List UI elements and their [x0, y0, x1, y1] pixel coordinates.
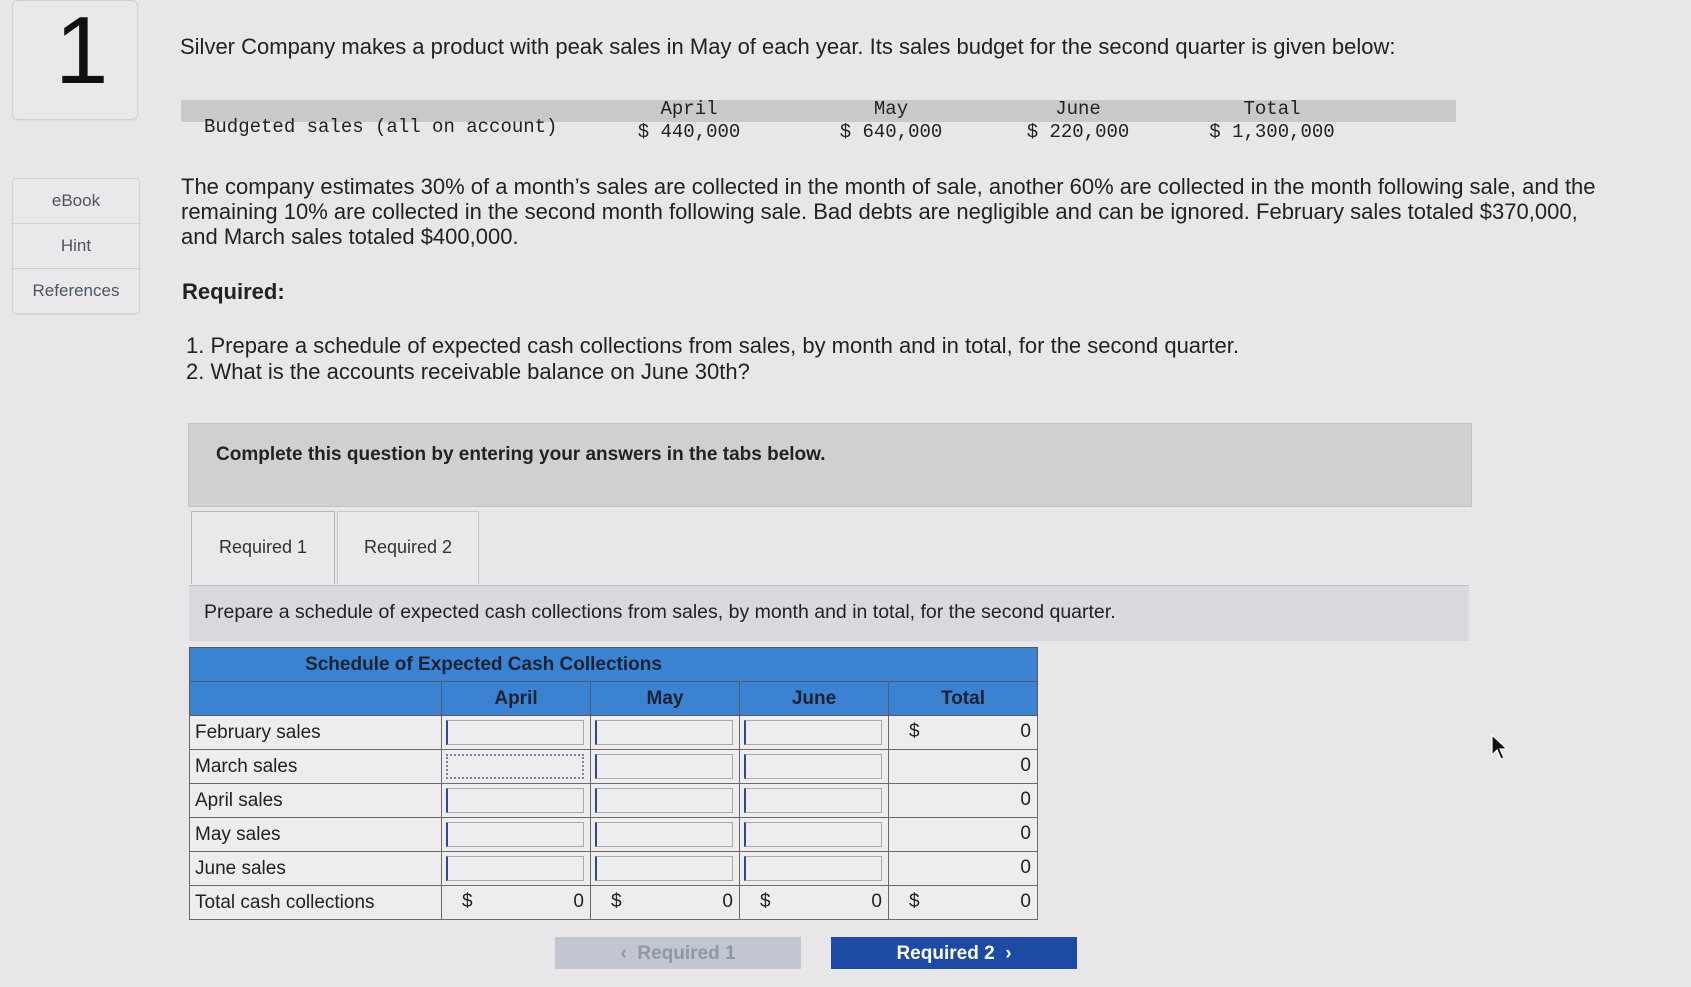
budget-value: $ 640,000 [839, 121, 943, 143]
cell [442, 750, 591, 784]
budget-header: May [873, 98, 909, 120]
budget-header: April [660, 98, 718, 120]
sidebar-item-ebook[interactable]: eBook [13, 179, 139, 224]
may-input[interactable] [595, 856, 733, 881]
april-input[interactable] [446, 856, 584, 881]
question-number-box [12, 0, 138, 120]
column-header-june: June [740, 682, 889, 716]
required-heading: Required: [182, 279, 285, 304]
row-label: May sales [190, 818, 442, 852]
total-cell [889, 716, 1038, 750]
row-total: 0 [1020, 823, 1031, 844]
april-input[interactable] [446, 754, 584, 779]
currency-symbol: $ [909, 721, 920, 742]
row-total: 0 [1020, 789, 1031, 810]
row-label: Total cash collections [190, 886, 442, 920]
total-value: 0 [573, 891, 584, 912]
june-input[interactable] [744, 856, 882, 881]
instructions-banner [188, 423, 1472, 507]
table-row [190, 750, 1038, 784]
budget-col-april [604, 98, 774, 144]
total-row [190, 886, 1038, 920]
cell [442, 852, 591, 886]
column-header-total: Total [889, 682, 1038, 716]
cell [591, 818, 740, 852]
schedule-title: Schedule of Expected Cash Collections [190, 648, 1038, 682]
cell [442, 784, 591, 818]
tab-required-1[interactable]: Required 1 [191, 511, 335, 584]
table-row [190, 716, 1038, 750]
column-header-may: May [591, 682, 740, 716]
total-cell [889, 750, 1038, 784]
june-input[interactable] [744, 822, 882, 847]
cell [442, 818, 591, 852]
may-input[interactable] [595, 720, 733, 745]
currency-symbol: $ [611, 891, 622, 912]
question-number: 1 [55, 0, 109, 104]
column-header-april: April [442, 682, 591, 716]
chevron-right-icon: › [994, 943, 1012, 964]
currency-symbol: $ [760, 891, 771, 912]
april-input[interactable] [446, 822, 584, 847]
total-value: 0 [722, 891, 733, 912]
row-label: June sales [190, 852, 442, 886]
schedule-table [189, 647, 1038, 920]
budget-col-june [993, 98, 1163, 144]
total-cell-may [591, 886, 740, 920]
cell [591, 750, 740, 784]
cell [442, 716, 591, 750]
cell [591, 852, 740, 886]
may-input[interactable] [595, 754, 733, 779]
budget-col-may [806, 98, 976, 144]
row-label: February sales [190, 716, 442, 750]
budget-header: June [1055, 98, 1101, 120]
cell [740, 716, 889, 750]
june-input[interactable] [744, 788, 882, 813]
schedule-corner [190, 682, 442, 716]
row-total: 0 [1020, 857, 1031, 878]
next-required-2-button[interactable] [831, 937, 1077, 969]
prev-button-label: Required 1 [637, 943, 736, 964]
total-cell [889, 852, 1038, 886]
cell [740, 750, 889, 784]
tab-required-2[interactable]: Required 2 [337, 511, 479, 584]
currency-symbol: $ [909, 891, 920, 912]
total-cell-april [442, 886, 591, 920]
june-input[interactable] [744, 754, 882, 779]
sales-budget-table [181, 98, 1456, 147]
required-list [186, 333, 1239, 385]
total-value: 0 [871, 891, 882, 912]
banner-text: Complete this question by entering your answers in the tabs below. [216, 444, 826, 465]
cell [591, 784, 740, 818]
currency-symbol: $ [462, 891, 473, 912]
question-intro: Silver Company makes a product with peak sales in May of each year. Its sales budget for the second quarter is given below: [180, 34, 1396, 59]
row-label: April sales [190, 784, 442, 818]
question-paragraph: The company estimates 30% of a month’s sales are collected in the month of sale, another 60% are collected in the month following sale, and the remaining 10% are collected in the second month following sale. Bad debts are negligible and can be ignored. February sales totaled $370,000, and March sales totaled $400,000. [181, 174, 1596, 249]
total-cell [889, 784, 1038, 818]
row-total: 0 [1020, 755, 1031, 776]
total-cell-june [740, 886, 889, 920]
row-total: 0 [1020, 721, 1031, 742]
cell [591, 716, 740, 750]
budget-value: $ 1,300,000 [1209, 121, 1335, 143]
april-input[interactable] [446, 788, 584, 813]
total-cell [889, 818, 1038, 852]
instruction-text: Prepare a schedule of expected cash collections from sales, by month and in total, for the second quarter. [204, 601, 1116, 623]
chevron-left-icon: ‹ [620, 943, 638, 964]
sidebar-item-hint[interactable]: Hint [13, 224, 139, 269]
tab-instruction [189, 585, 1469, 641]
row-label: March sales [190, 750, 442, 784]
may-input[interactable] [595, 788, 733, 813]
table-row [190, 818, 1038, 852]
budget-value: $ 440,000 [637, 121, 741, 143]
next-button-label: Required 2 [896, 943, 995, 964]
may-input[interactable] [595, 822, 733, 847]
cell [740, 852, 889, 886]
june-input[interactable] [744, 720, 882, 745]
budget-row-label: Budgeted sales (all on account) [204, 116, 558, 138]
budget-col-total [1187, 98, 1357, 144]
required-item: 1. Prepare a schedule of expected cash collections from sales, by month and in total, for the second quarter. [186, 333, 1239, 358]
required-item: 2. What is the accounts receivable balance on June 30th? [186, 359, 750, 384]
sidebar-nav [12, 178, 140, 314]
cell [740, 784, 889, 818]
mouse-pointer-icon [1490, 734, 1510, 762]
total-value: 0 [1020, 891, 1031, 912]
table-row [190, 784, 1038, 818]
cash-collections-schedule [189, 647, 1038, 920]
cell [740, 818, 889, 852]
sidebar-item-references[interactable]: References [32, 281, 120, 300]
april-input[interactable] [446, 720, 584, 745]
total-cell-total [889, 886, 1038, 920]
prev-required-1-button[interactable] [555, 937, 801, 969]
table-row [190, 852, 1038, 886]
budget-value: $ 220,000 [1026, 121, 1130, 143]
budget-header: Total [1243, 98, 1301, 120]
